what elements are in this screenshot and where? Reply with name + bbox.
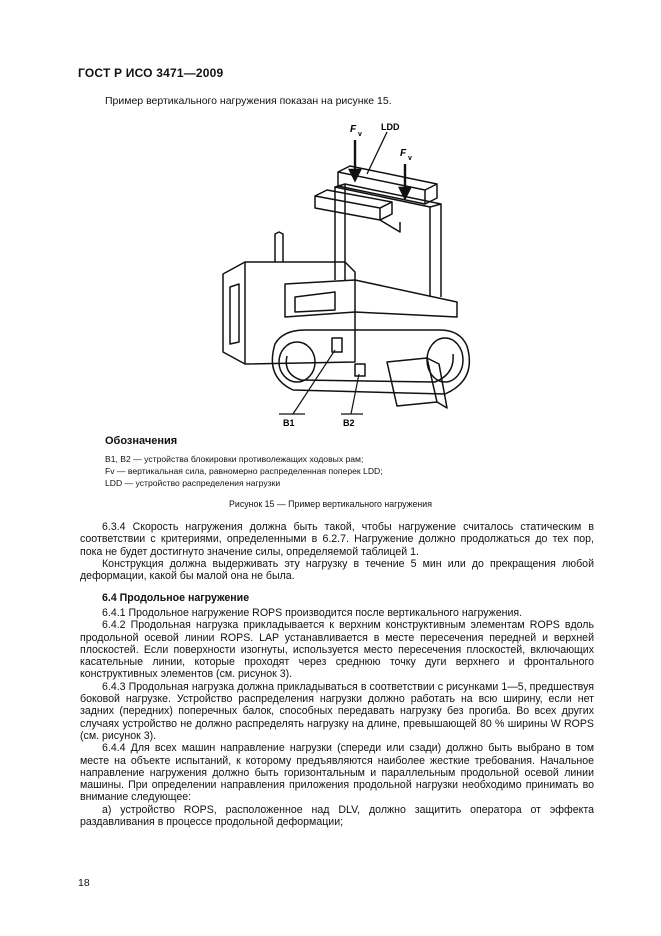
text-block-b bbox=[80, 607, 594, 828]
legend-item: LDD — устройство распределения нагрузки bbox=[105, 478, 281, 488]
label-fv-left: F bbox=[350, 124, 357, 135]
label-b2: B2 bbox=[343, 418, 355, 428]
paragraph: 6.4.2 Продольная нагрузка прикладывается к верхним конструктивным элементам ROPS вдоль продольной осевой линии ROPS. LAP устанавливается в месте пересечения передней и верхней плоскостей. Если поверхности изогнуты, используется место пересечения плоскостей, включающих касательные линии, которые проходят через среднюю точку дуги верхнего и фронтального конструктивных элементов (см. рисунок 3). bbox=[80, 619, 594, 681]
lock-device-b2 bbox=[355, 364, 365, 376]
text-block-a bbox=[80, 521, 594, 582]
document-header: ГОСТ Р ИСО 3471—2009 bbox=[78, 66, 224, 80]
paragraph: 6.4.3 Продольная нагрузка должна прикладываться в соответствии с рисунками 1—5, предшествуя боковой нагрузке. Устройство распределения нагрузки должно работать на всю ширину, если нет задних (передних) поперечных балок, способных передавать нагрузку без прогиба. Во всех других случаях устройство не должно распределять нагрузку на длине, превышающей 80 % ширины W ROPS (см. рисунок 3). bbox=[80, 680, 594, 742]
section-heading: 6.4 Продольное нагружение bbox=[102, 592, 250, 604]
blade bbox=[387, 358, 447, 408]
paragraph: Конструкция должна выдерживать эту нагрузку в течение 5 мин или до прекращения любой деформации, какой бы малой она не была. bbox=[80, 557, 594, 583]
label-ldd: LDD bbox=[381, 122, 400, 132]
figure-caption: Рисунок 15 — Пример вертикального нагружения bbox=[229, 499, 432, 509]
paragraph: 6.4.4 Для всех машин направление нагрузки (спереди или сзади) должно быть выбрано в том месте на объекте испытаний, к которому предъявляются наиболее жесткие требования. Начальное направление нагружения должно быть горизонтальным и параллельным продольной осевой линии машины. При определении направления приложения продольной нагрузки необходимо принимать во внимание следующее: bbox=[80, 742, 594, 804]
label-fv-left-sub: v bbox=[358, 131, 362, 138]
figure-15-drawing bbox=[205, 112, 495, 432]
rops-rear-post bbox=[335, 184, 345, 280]
b2-leader bbox=[351, 374, 359, 414]
label-fv-right: F bbox=[400, 148, 407, 159]
rops-front-post bbox=[430, 204, 441, 297]
grille bbox=[230, 284, 239, 344]
exhaust-stack bbox=[275, 232, 283, 262]
label-b1: B1 bbox=[283, 418, 295, 428]
paragraph: 6.4.1 Продольное нагружение ROPS производится после вертикального нагружения. bbox=[102, 607, 523, 619]
paragraph: a) устройство ROPS, расположенное над DLV, должно защитить оператора от эффекта раздавливания в процессе продольной деформации; bbox=[80, 803, 594, 829]
page-number: 18 bbox=[78, 877, 90, 889]
legend-item: B1, B2 — устройства блокировки противолежащих ходовых рам; bbox=[105, 454, 364, 464]
ldd-leader bbox=[367, 132, 387, 174]
paragraph: 6.3.4 Скорость нагружения должна быть такой, чтобы нагружение считалось статическим в соответствии с критериями, определенными в 6.2.7. Нагружение должно продолжаться до тех пор, пока не будет достигнуто значение силы, определяемой таблицей 1. bbox=[80, 521, 594, 558]
intro-text: Пример вертикального нагружения показан на рисунке 15. bbox=[105, 95, 392, 107]
label-fv-right-sub: v bbox=[408, 155, 412, 162]
legend-item: Fv — вертикальная сила, равномерно распределенная поперек LDD; bbox=[105, 466, 383, 476]
force-arrowhead-left bbox=[350, 170, 360, 180]
lock-device-b1 bbox=[332, 338, 342, 352]
legend-title: Обозначения bbox=[105, 435, 178, 447]
